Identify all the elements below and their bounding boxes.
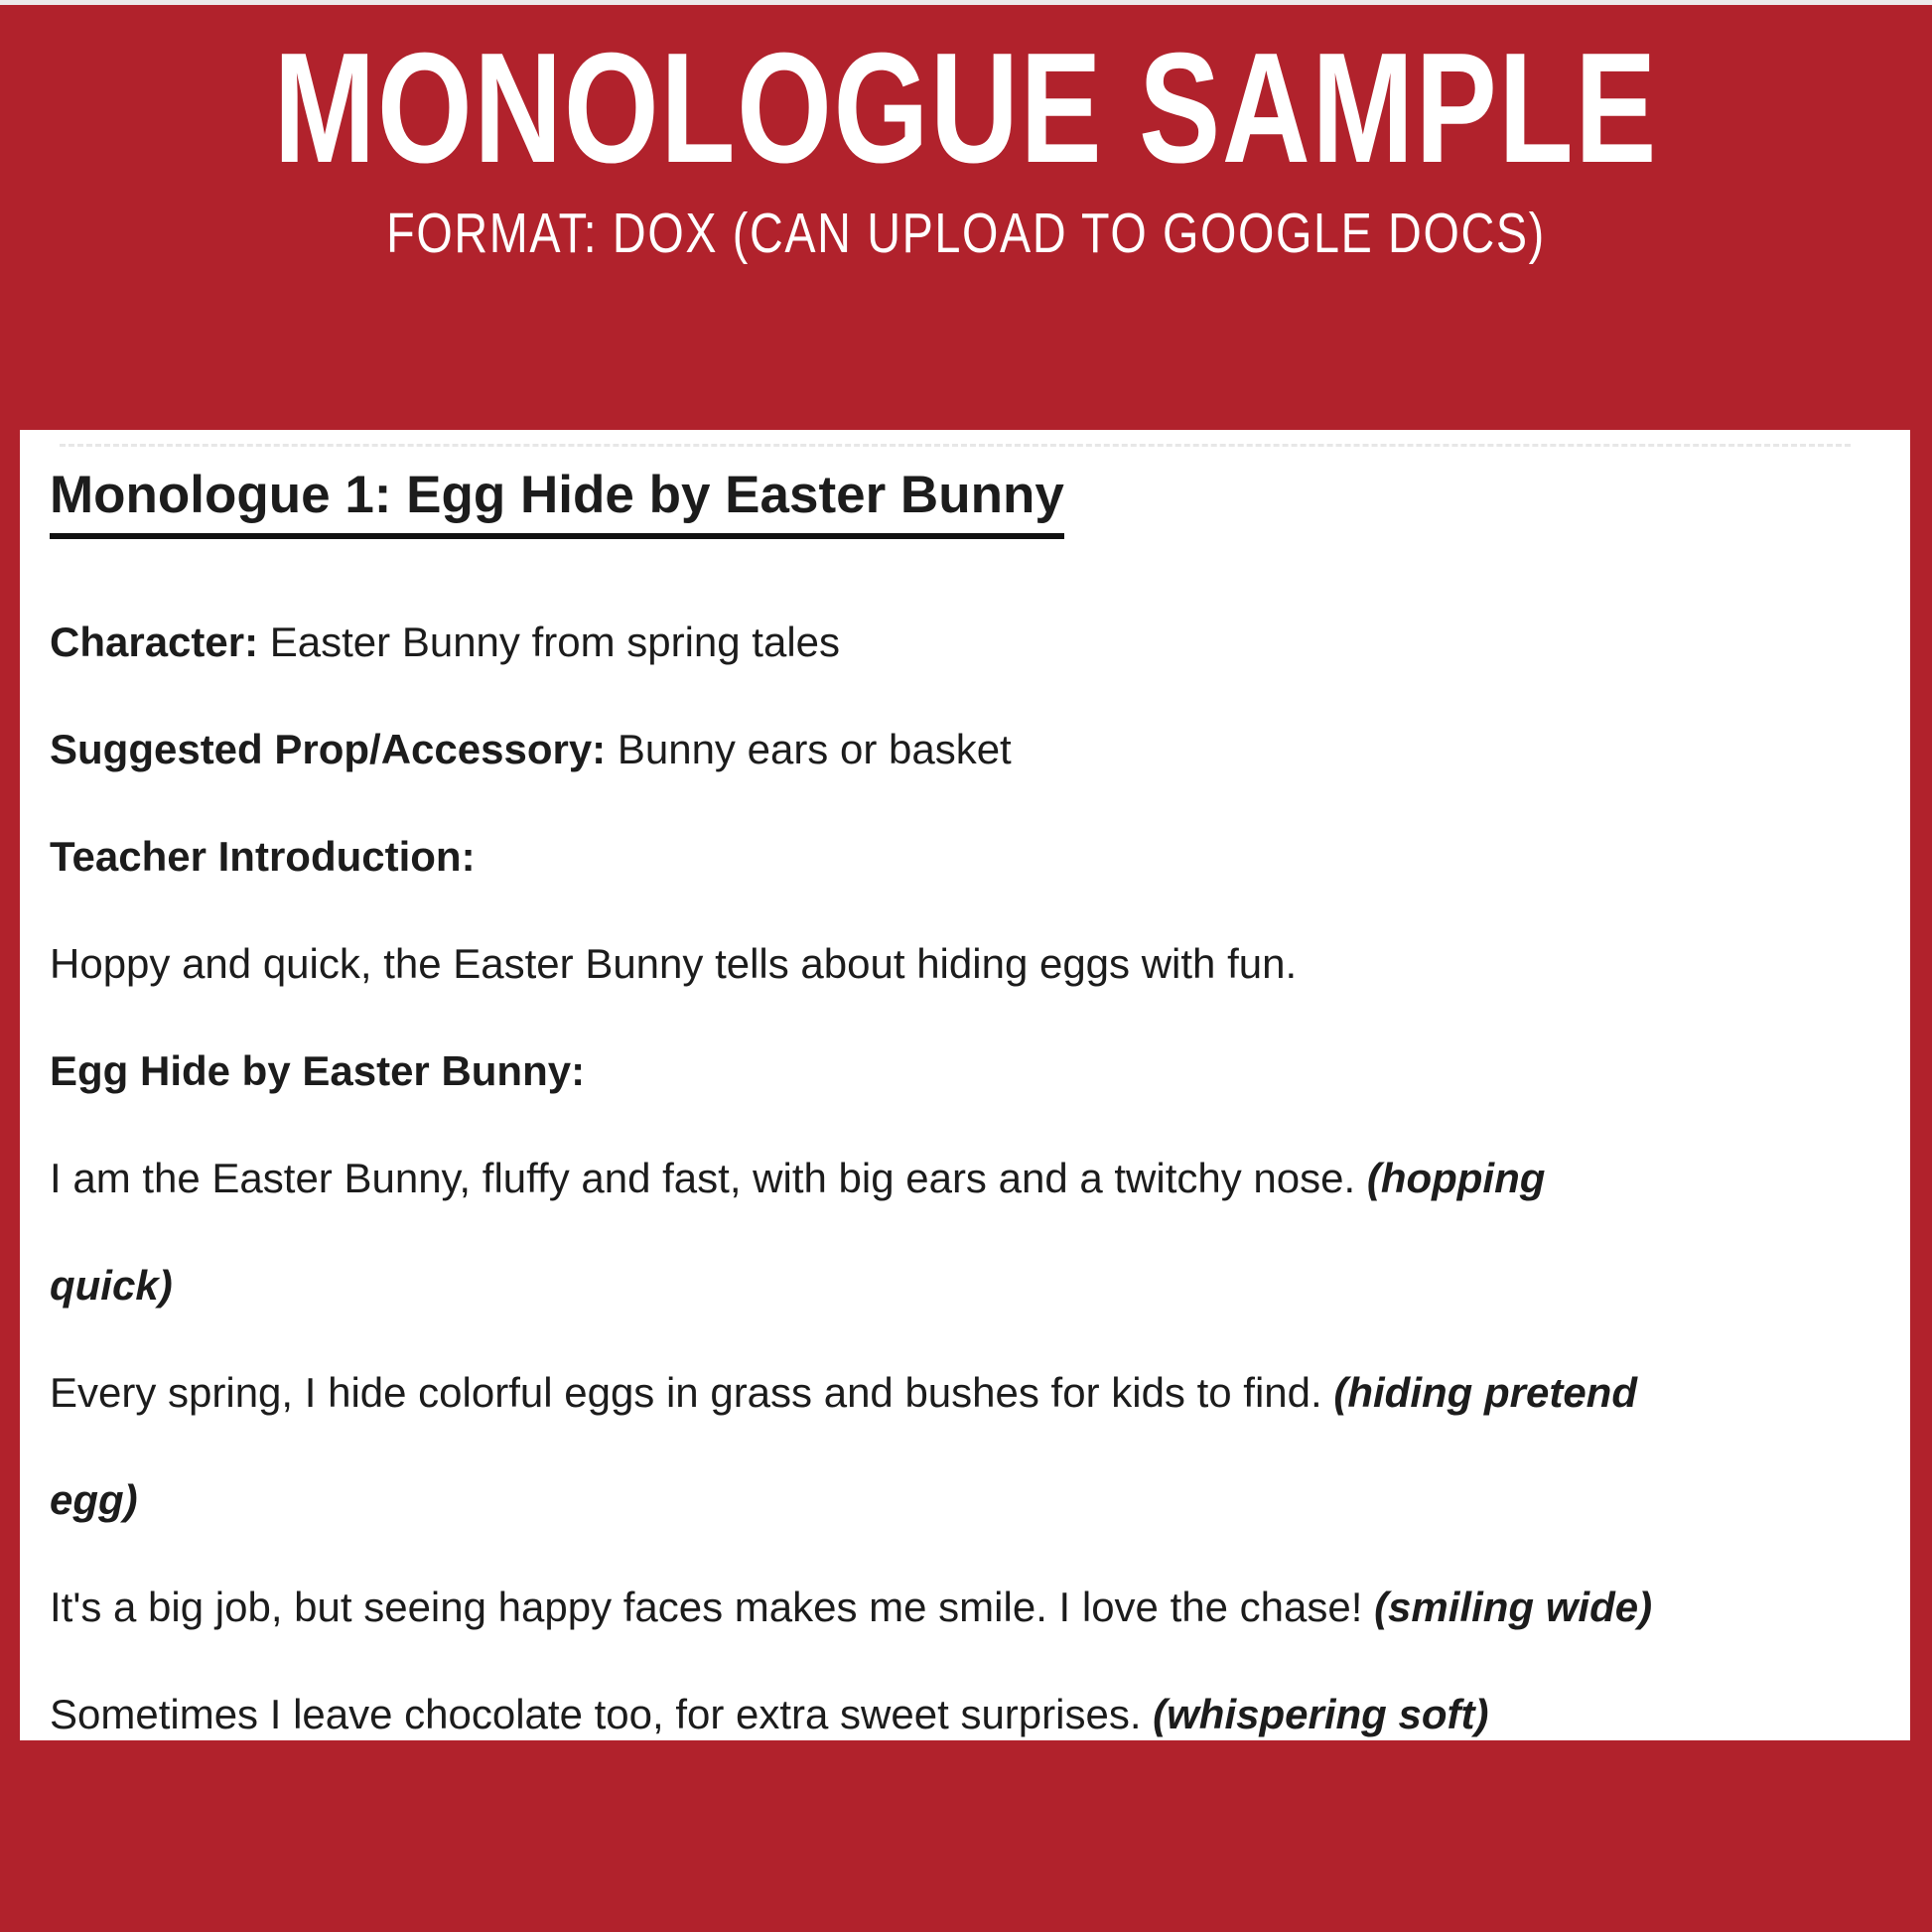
document-line — [50, 1018, 1880, 1125]
document-text-segment: (hopping — [1366, 1155, 1546, 1201]
document-text-segment: (hiding pretend — [1333, 1369, 1637, 1416]
document-text-segment: Egg Hide by Easter Bunny: — [50, 1047, 586, 1094]
document-heading: Monologue 1: Egg Hide by Easter Bunny — [50, 464, 1064, 539]
document-text-segment: quick) — [50, 1262, 173, 1309]
top-light-strip — [0, 0, 1932, 5]
document-body — [50, 589, 1880, 1740]
document-line — [50, 1232, 1880, 1339]
document-line — [50, 910, 1880, 1018]
document-line — [50, 1447, 1880, 1554]
document-text-segment: Sometimes I leave chocolate too, for extra sweet surprises. — [50, 1691, 1154, 1737]
document-text-segment: Suggested Prop/Accessory: — [50, 726, 607, 772]
document-text-segment: Character: — [50, 619, 259, 665]
document-text-segment: It's a big job, but seeing happy faces makes me smile. I love the chase! — [50, 1584, 1375, 1630]
document-text-segment: (whispering soft) — [1153, 1691, 1489, 1737]
poster-subtitle: FORMAT: DOX (CAN UPLOAD TO GOOGLE DOCS) — [386, 202, 1546, 265]
document-line — [50, 696, 1880, 803]
document-text-segment: egg) — [50, 1476, 138, 1523]
document-line — [50, 1125, 1880, 1232]
poster-title: MONOLOGUE SAMPLE — [273, 21, 1659, 196]
document-text-segment: Easter Bunny from spring tales — [258, 619, 841, 665]
document-line — [50, 1554, 1880, 1661]
document-line — [50, 803, 1880, 910]
document-text-segment: Teacher Introduction: — [50, 833, 476, 880]
poster-banner — [0, 21, 1932, 266]
document-line — [50, 589, 1880, 696]
poster-subtitle-row — [0, 201, 1932, 266]
document-text-segment: I am the Easter Bunny, fluffy and fast, with big ears and a twitchy nose. — [50, 1155, 1367, 1201]
scan-artifact-line — [60, 444, 1851, 447]
document-text-segment: Bunny ears or basket — [606, 726, 1012, 772]
document-line — [50, 1661, 1880, 1740]
document-page — [20, 430, 1910, 1740]
document-line — [50, 1339, 1880, 1447]
document-text-segment: (smiling wide) — [1374, 1584, 1653, 1630]
document-text-segment: Every spring, I hide colorful eggs in grass and bushes for kids to find. — [50, 1369, 1334, 1416]
document-text-segment: Hoppy and quick, the Easter Bunny tells about hiding eggs with fun. — [50, 940, 1298, 987]
